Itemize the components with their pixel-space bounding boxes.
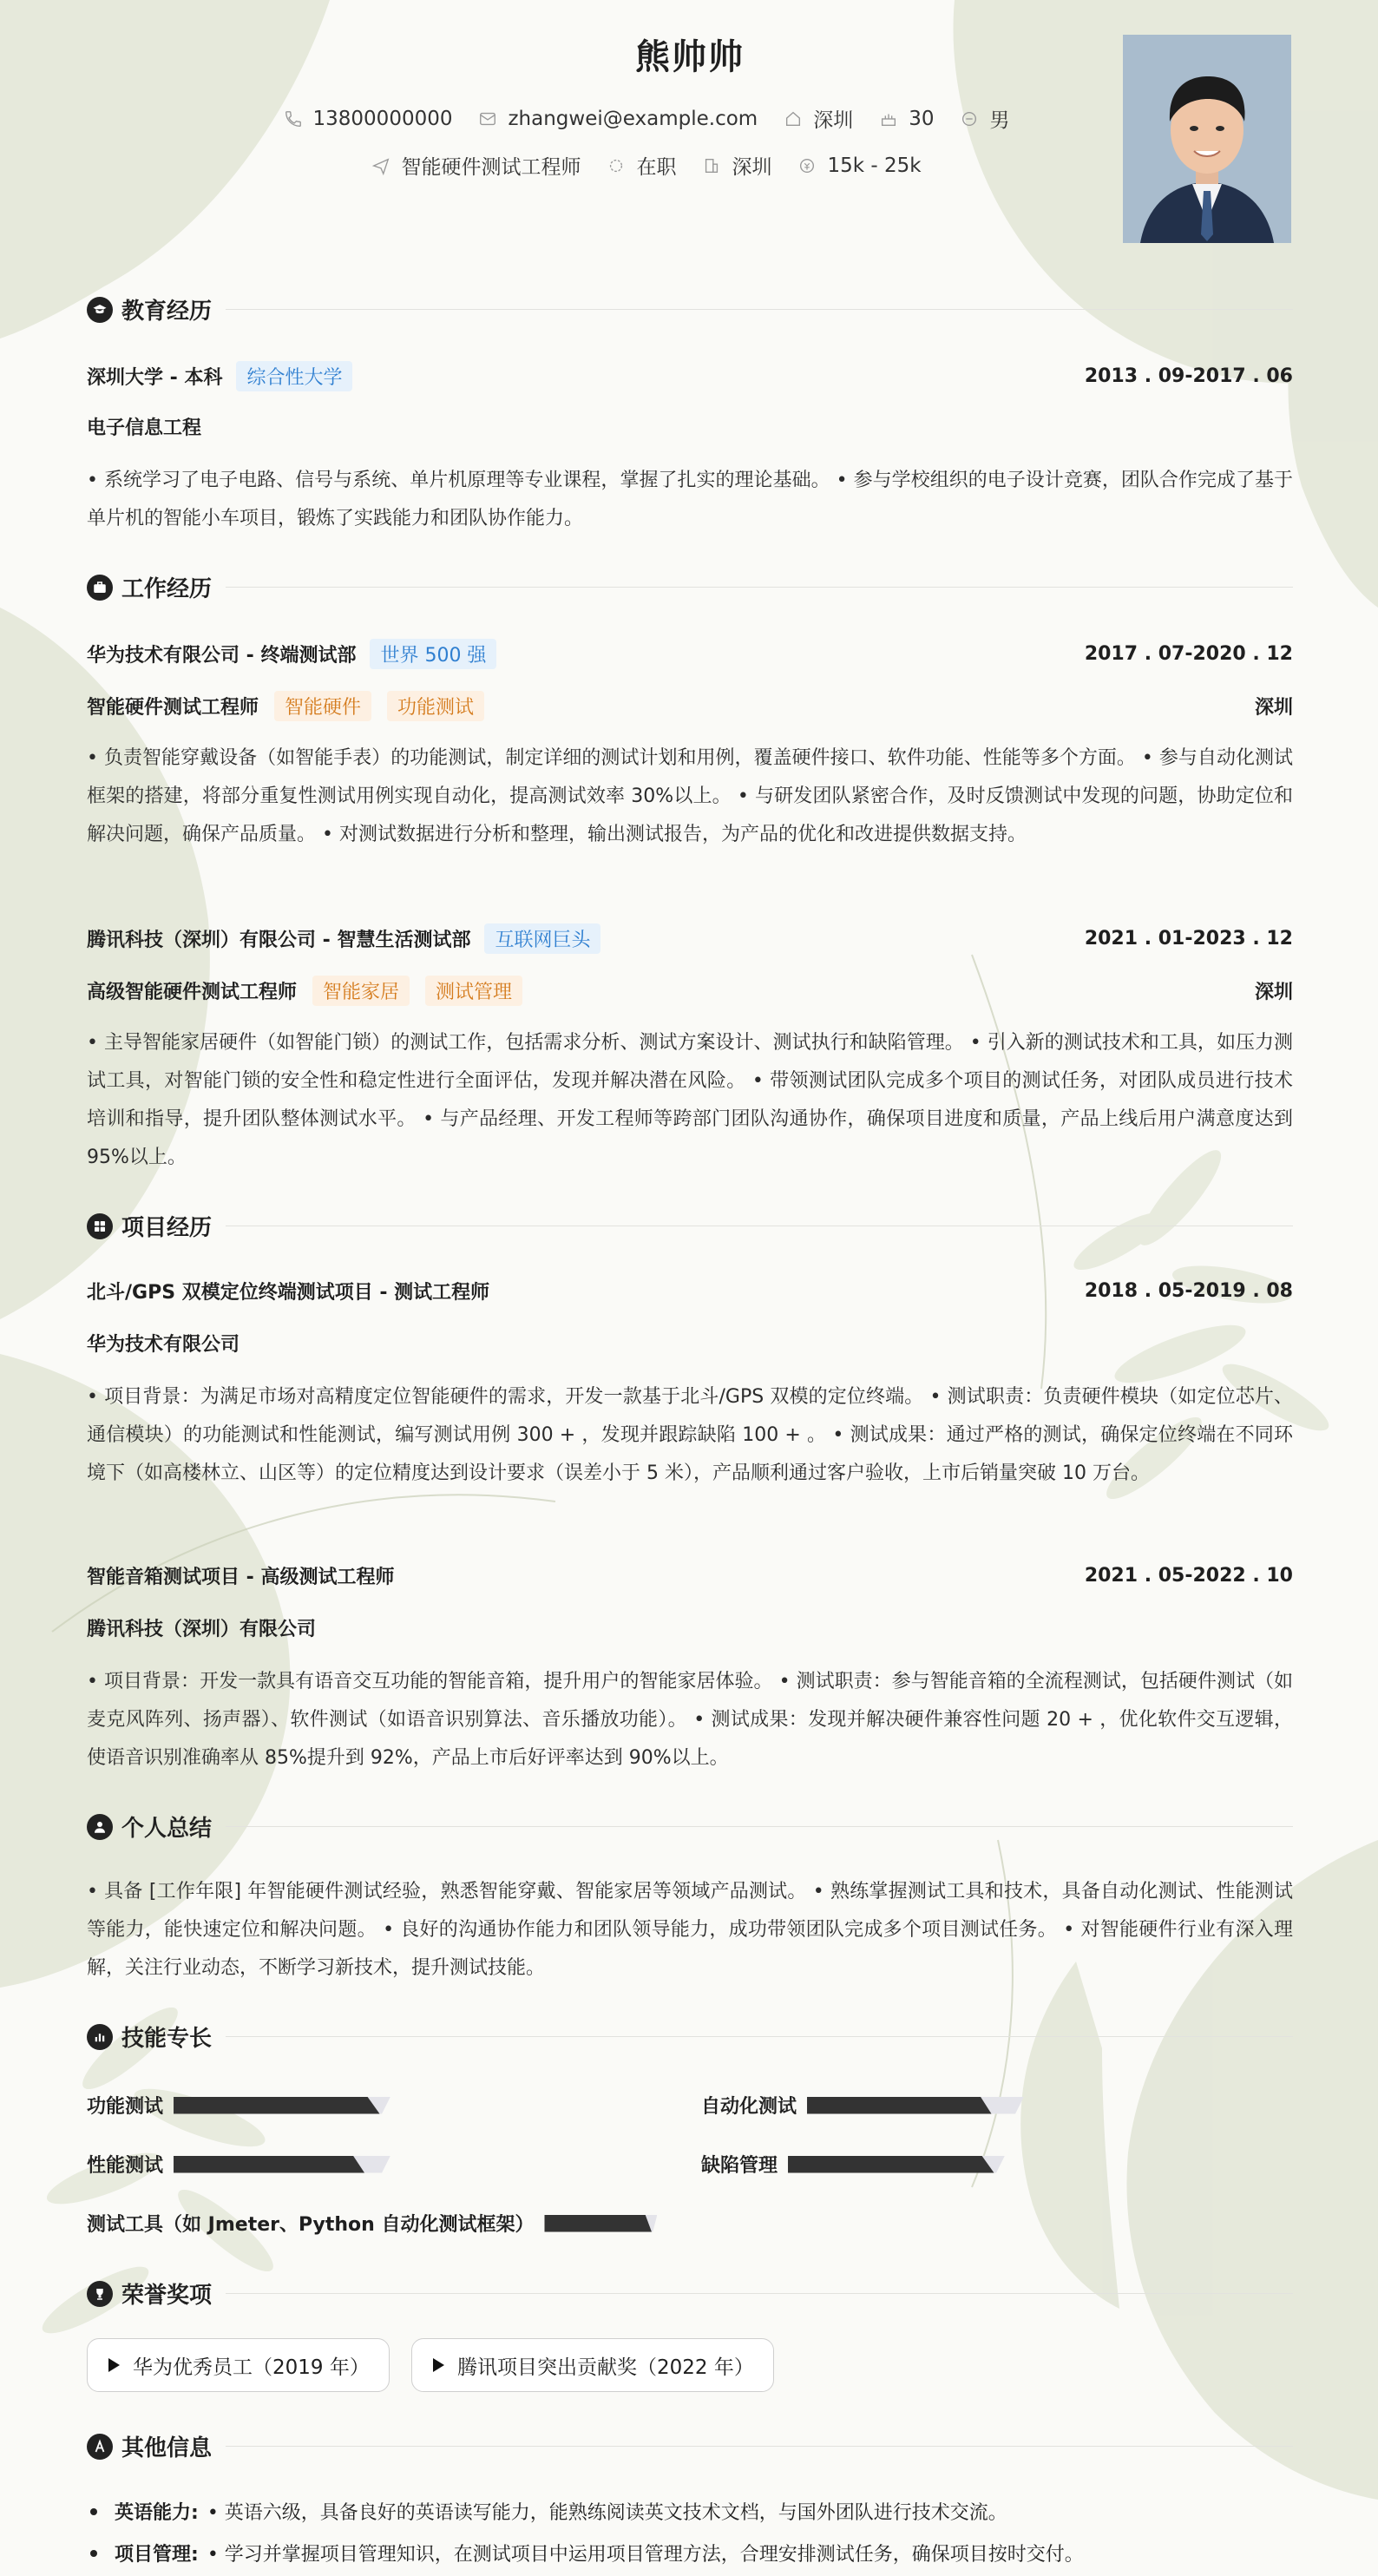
other-title: 其他信息 <box>121 2435 213 2461</box>
major-name: 电子信息工程 <box>87 417 202 439</box>
work-title: 工作经历 <box>121 576 213 602</box>
trophy-icon <box>92 2286 108 2302</box>
skills-title: 技能专长 <box>121 2026 213 2052</box>
education-header <box>87 361 1293 391</box>
skill-bar <box>544 2215 657 2232</box>
skill-label: 性能测试 <box>87 2155 164 2177</box>
bar-chart-icon <box>92 2029 108 2045</box>
skill-tag: 功能测试 <box>387 691 484 721</box>
section-divider <box>226 2446 1293 2447</box>
project-header <box>87 1278 1293 1304</box>
building-icon <box>702 156 721 175</box>
skill-bar <box>807 2097 1024 2114</box>
company-tag: 世界 500 强 <box>370 639 496 669</box>
status-text: 在职 <box>636 156 677 179</box>
gender-text: 男 <box>989 109 1010 132</box>
position-text: 智能硬件测试工程师 <box>401 156 581 179</box>
skill-bar <box>174 2156 390 2173</box>
skill-tag: 智能家居 <box>312 976 410 1006</box>
email-icon <box>478 109 497 128</box>
other-text: • 学习并掌握项目管理知识，在测试项目中运用项目管理方法，合理安排测试任务，确保项目按时交付。 <box>207 2544 1084 2566</box>
skill-label: 缺陷管理 <box>701 2155 778 2177</box>
work-section-title <box>87 571 212 603</box>
bullet-dot <box>90 2508 97 2515</box>
summary-title: 个人总结 <box>121 1816 213 1842</box>
summary-section-title <box>87 1810 212 1843</box>
work-location: 深圳 <box>1254 982 1293 1003</box>
work-item-role-row <box>87 691 1293 721</box>
work-item-header <box>87 923 1293 954</box>
skill-label: 测试工具（如 Jmeter、Python 自动化测试框架） <box>87 2214 535 2236</box>
award-text: 华为优秀员工（2019 年） <box>133 2356 370 2379</box>
grid-icon <box>92 1219 108 1234</box>
skills-section-title <box>87 2021 212 2053</box>
skill-bar-fill <box>807 2097 992 2114</box>
work-desc: • 负责智能穿戴设备（如智能手表）的功能测试，制定详细的测试计划和用例，覆盖硬件接口、软件功能、性能等多个方面。 • 参与自动化测试框架的搭建，将部分重复性测试用例实现自动化，提高测试效率 30%以上。 • 与研发团队紧密合作，及时反馈测试中发现的问题，协助定位和解决问题，确保产品质量。 • 对测试数据进行分析和整理，输出测试报告，为产品的优化和改进提供数据支持。 <box>87 747 1293 845</box>
skill-label: 功能测试 <box>87 2096 164 2118</box>
profile-photo <box>1123 35 1291 243</box>
other-label: 项目管理: <box>115 2544 199 2566</box>
other-text: • 英语六级，具备良好的英语读写能力，能熟练阅读英文技术文档，与国外团队进行技术交流。 <box>207 2502 1007 2524</box>
gender-icon <box>960 109 979 128</box>
skill-bar-fill <box>788 2156 994 2173</box>
award-text: 腾讯项目突出贡献奖（2022 年） <box>457 2356 754 2379</box>
salary-icon <box>797 156 817 175</box>
project-desc: • 项目背景：开发一款具有语音交互功能的智能音箱，提升用户的智能家居体验。 • 测试职责：参与智能音箱的全流程测试，包括硬件测试（如麦克风阵列、扬声器）、软件测试（如语音识别算法、音乐播放功能）。 • 测试成果：发现并解决硬件兼容性问题 20 + ，优化软件交互逻辑，使语音识别准确率从 85%提升到 92%，产品上市后好评率达到 90%以上。 <box>87 1671 1293 1769</box>
letter-a-icon <box>92 2439 108 2454</box>
phone-icon <box>284 109 303 128</box>
section-divider <box>226 587 1293 588</box>
job-role: 智能硬件测试工程师 <box>87 697 259 719</box>
skill-item <box>701 2151 1005 2178</box>
awards-section-title <box>87 2277 212 2310</box>
skill-tag: 测试管理 <box>425 976 522 1006</box>
other-section-title <box>87 2430 212 2462</box>
education-date: 2013 . 09-2017 . 06 <box>1084 365 1293 387</box>
skill-tag: 智能硬件 <box>274 691 371 721</box>
person-icon <box>92 1819 108 1835</box>
salary-text: 15k - 25k <box>827 154 922 177</box>
skill-bar-fill <box>174 2156 364 2173</box>
skill-bar-fill <box>544 2215 652 2232</box>
work-location: 深圳 <box>1254 697 1293 719</box>
company-name: 华为技术有限公司 - 终端测试部 <box>87 645 357 667</box>
skill-item <box>701 2092 1024 2119</box>
work-item-header <box>87 639 1293 669</box>
education-section-title <box>87 293 212 325</box>
project-title: 项目经历 <box>121 1215 213 1241</box>
job-role: 高级智能硬件测试工程师 <box>87 982 298 1003</box>
email-text: zhangwei@example.com <box>508 107 758 130</box>
other-label: 英语能力: <box>115 2502 199 2524</box>
award-card <box>411 2338 774 2392</box>
company-name: 腾讯科技（深圳）有限公司 - 智慧生活测试部 <box>87 930 471 951</box>
other-item <box>87 2540 1293 2566</box>
school-tag: 综合性大学 <box>236 361 352 391</box>
briefcase-icon <box>92 580 108 595</box>
home-icon <box>784 109 803 128</box>
project-name: 智能音箱测试项目 - 高级测试工程师 <box>87 1567 395 1588</box>
skill-bar-fill <box>174 2097 380 2114</box>
play-triangle-icon <box>107 2357 121 2373</box>
education-title: 教育经历 <box>121 299 213 325</box>
project-name: 北斗/GPS 双模定位终端测试项目 - 测试工程师 <box>87 1282 490 1304</box>
work-date: 2021 . 01-2023 . 12 <box>1084 928 1293 950</box>
project-date: 2018 . 05-2019 . 08 <box>1084 1280 1293 1302</box>
skill-item <box>87 2151 390 2178</box>
job-intent-row <box>87 151 1206 180</box>
section-divider <box>226 1826 1293 1827</box>
section-divider <box>226 2293 1293 2294</box>
target-city-text: 深圳 <box>732 156 772 179</box>
work-item-role-row <box>87 976 1293 1006</box>
project-header <box>87 1562 1293 1589</box>
graduation-cap-icon <box>92 302 108 318</box>
skill-bar <box>788 2156 1005 2173</box>
project-company: 华为技术有限公司 <box>87 1334 240 1356</box>
awards-title: 荣誉奖项 <box>121 2283 213 2309</box>
other-item <box>87 2498 1293 2525</box>
skill-item <box>87 2210 657 2237</box>
status-icon <box>607 156 626 175</box>
contact-row <box>87 104 1206 133</box>
bullet-dot <box>90 2550 97 2557</box>
project-section-title <box>87 1210 212 1242</box>
play-triangle-icon <box>431 2357 445 2373</box>
work-date: 2017 . 07-2020 . 12 <box>1084 643 1293 665</box>
phone-text: 13800000000 <box>312 107 453 130</box>
project-desc: • 项目背景：为满足市场对高精度定位智能硬件的需求，开发一款基于北斗/GPS 双模的定位终端。 • 测试职责：负责硬件模块（如定位芯片、通信模块）的功能测试和性能测试，编写测试用例 300 + ，发现并跟踪缺陷 100 + 。 • 测试成果：通过严格的测试，确保定位终端在不同环境下（如高楼林立、山区等）的定位精度达到设计要求（误差小于 5 米），产品顺利通过客户验收，上市后销量突破 10 万台。 <box>87 1386 1293 1484</box>
cake-icon <box>879 109 898 128</box>
age-text: 30 <box>909 107 935 130</box>
skill-label: 自动化测试 <box>701 2096 797 2118</box>
work-desc: • 主导智能家居硬件（如智能门锁）的测试工作，包括需求分析、测试方案设计、测试执行和缺陷管理。 • 引入新的测试技术和工具，如压力测试工具，对智能门锁的安全性和稳定性进行全面评估，发现并解决潜在风险。 • 带领测试团队完成多个项目的测试任务，对团队成员进行技术培训和指导，提升团队整体测试水平。 • 与产品经理、开发工程师等跨部门团队沟通协作，确保项目进度和质量，产品上线后用户满意度达到 95%以上。 <box>87 1032 1293 1168</box>
city-text: 深圳 <box>813 109 854 132</box>
skill-item <box>87 2092 390 2119</box>
section-divider <box>226 309 1293 310</box>
school-name: 深圳大学 - 本科 <box>87 367 223 389</box>
education-desc: • 系统学习了电子电路、信号与系统、单片机原理等专业课程，掌握了扎实的理论基础。 • 参与学校组织的电子设计竞赛，团队合作完成了基于单片机的智能小车项目，锻炼了实践能力和团队协作能力。 <box>87 470 1293 529</box>
award-card <box>87 2338 390 2392</box>
project-company: 腾讯科技（深圳）有限公司 <box>87 1619 317 1640</box>
send-icon <box>371 156 390 175</box>
company-tag: 互联网巨头 <box>484 923 600 954</box>
candidate-name: 熊帅帅 <box>635 37 745 77</box>
skill-bar <box>174 2097 390 2114</box>
project-date: 2021 . 05-2022 . 10 <box>1084 1565 1293 1587</box>
section-divider <box>226 2036 1293 2037</box>
summary-desc: • 具备 [工作年限] 年智能硬件测试经验，熟悉智能穿戴、智能家居等领域产品测试。 • 熟练掌握测试工具和技术，具备自动化测试、性能测试等能力，能快速定位和解决问题。 • 良好的沟通协作能力和团队领导能力，成功带领团队完成多个项目测试任务。 • 对智能硬件行业有深入理解，关注行业动态，不断学习新技术，提升测试技能。 <box>87 1881 1293 1979</box>
